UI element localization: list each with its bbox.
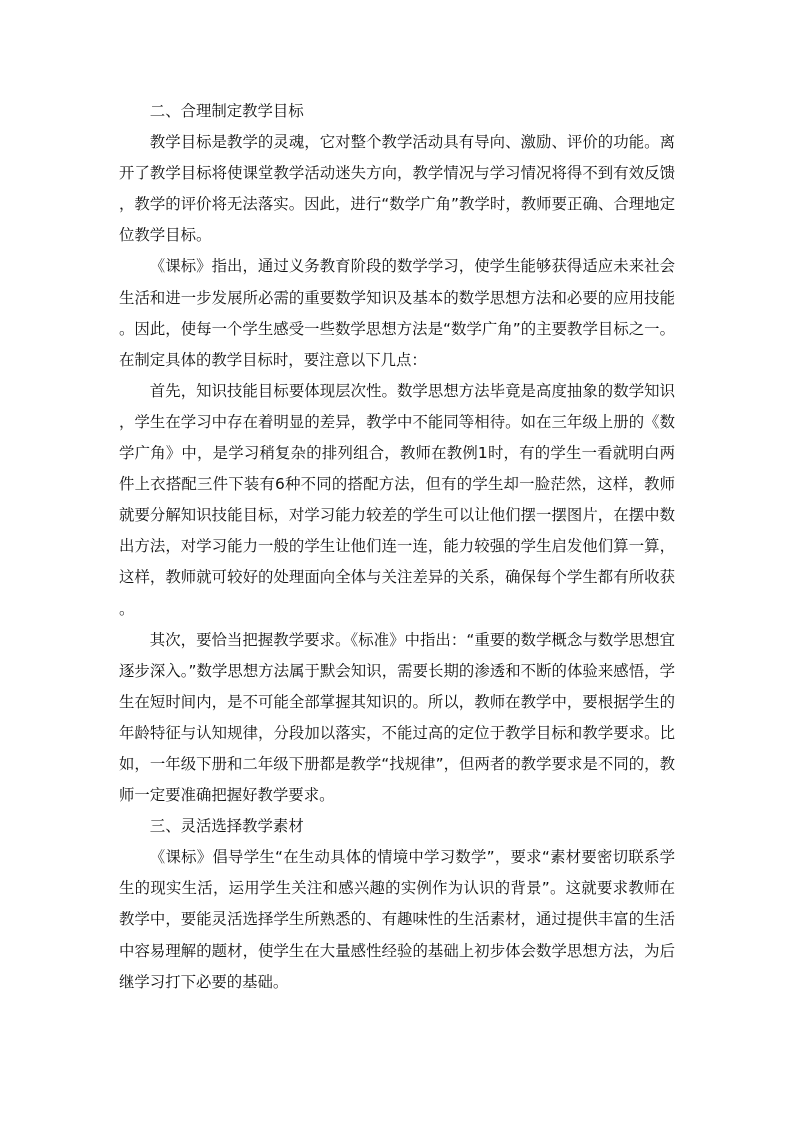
section-heading-2: 二、合理制定教学目标: [149, 102, 304, 120]
document-page: [119, 96, 675, 998]
paragraph-curriculum-standard: 《课标》指出，通过义务教育阶段的数学学习，使学生能够获得适应未来社会生活和进一步发展所必需的重要数学知识及基本的数学思想方法和必要的应用技能。因此，使每一个学生感受一些数学思想方法是“数学广角”的主要教学目标之一。在制定具体的教学目标时，要注意以下几点：: [119, 257, 675, 369]
paragraph-teaching-materials: 《课标》倡导学生“在生动具体的情境中学习数学”，要求“素材要密切联系学生的现实生活，运用学生关注和感兴趣的实例作为认识的背景”。这就要求教师在教学中，要能灵活选择学生所熟悉的、有趣味性的生活素材，通过提供丰富的生活中容易理解的题材，使学生在大量感性经验的基础上初步体会数学思想方法，为后继学习打下必要的基础。: [119, 848, 675, 991]
paragraph-first-point: 首先，知识技能目标要体现层次性。数学思想方法毕竟是高度抽象的数学知识，学生在学习中存在着明显的差异，教学中不能同等相待。如在三年级上册的《数学广角》中，是学习稍复杂的排列组合，教师在教例1时，有的学生一看就明白两件上衣搭配三件下装有6种不同的搭配方法，但有的学生却一脸茫然，这样，教师就要分解知识技能目标，对学习能力较差的学生可以让他们摆一摆图片，在摆中数出方法，对学习能力一般的学生让他们连一连，能力较强的学生启发他们算一算，这样，教师就可较好的处理面向全体与关注差异的关系，确保每个学生都有所收获。: [119, 381, 675, 618]
paragraph-second-point: 其次，要恰当把握教学要求。《标准》中指出：“重要的数学概念与数学思想宜逐步深入。”数学思想方法属于默会知识，需要长期的渗透和不断的体验来感悟，学生在短时间内，是不可能全部掌握其知识的。所以，教师在教学中，要根据学生的年龄特征与认知规律，分段加以落实，不能过高的定位于教学目标和教学要求。比如，一年级下册和二年级下册都是教学“找规律”，但两者的教学要求是不同的，教师一定要准确把握好教学要求。: [119, 630, 675, 805]
paragraph-teaching-goals-role: 教学目标是教学的灵魂，它对整个教学活动具有导向、激励、评价的功能。离开了教学目标将使课堂教学活动迷失方向，教学情况与学习情况将得不到有效反馈，教学的评价将无法落实。因此，进行“数学广角”教学时，教师要正确、合理地定位教学目标。: [119, 133, 675, 245]
section-heading-3: 三、灵活选择教学素材: [149, 817, 304, 836]
